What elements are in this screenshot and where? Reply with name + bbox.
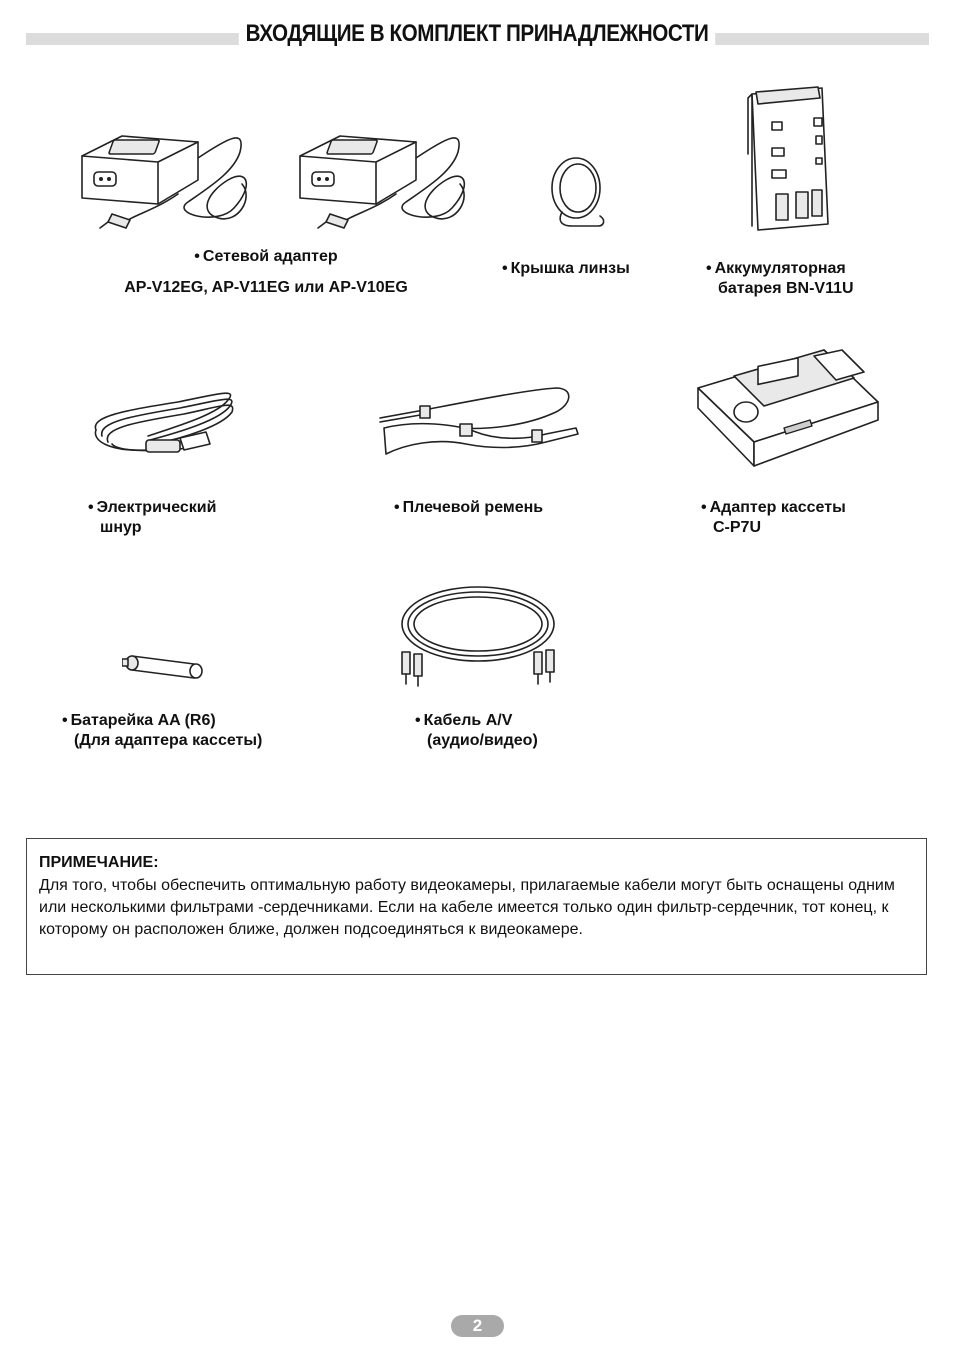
ac-adapter-label: • Сетевой адаптер AP-V12EG, AP-V11EG или AP-V10EG	[124, 248, 408, 296]
page-title: ВХОДЯЩИЕ В КОМПЛЕКТ ПРИНАДЛЕЖНОСТИ	[67, 20, 887, 48]
note-box	[26, 838, 927, 975]
av-cable-illustration	[394, 584, 562, 688]
aa-battery-label: • Батарейка AA (R6) (Для адаптера кассеты)	[62, 712, 263, 749]
lens-cap-illustration	[548, 154, 610, 230]
shoulder-strap-illustration	[376, 384, 582, 468]
shoulder-strap-label: • Плечевой ремень	[394, 499, 544, 516]
power-cord-label: • Электрический шнур	[88, 499, 217, 536]
cassette-adapter-label: • Адаптер кассеты C-P7U	[701, 499, 846, 536]
cassette-adapter-illustration	[694, 346, 882, 470]
power-cord-illustration	[88, 380, 238, 460]
battery-pack-illustration	[742, 84, 832, 234]
lens-cap-label: • Крышка линзы	[502, 260, 630, 277]
av-cable-label: • Кабель A/V (аудио/видео)	[415, 712, 538, 749]
page-number-badge: 2	[451, 1315, 504, 1337]
note-heading: ПРИМЕЧАНИЕ:	[39, 854, 159, 871]
note-text: Для того, чтобы обеспечить оптимальную работу видеокамеры, прилагаемые кабели могут быть оснащены одним или несколькими фильтрами -сердечниками. Если на кабеле имеется только один фильтр-сердечник, тот конец, к которому он расположен ближе, должен подсоединяться к видеокамере.	[39, 877, 895, 938]
battery-pack-label: • Аккумуляторная батарея BN-V11U	[706, 260, 854, 297]
ac-adapter-illustration	[78, 128, 468, 234]
aa-battery-illustration	[122, 648, 206, 682]
